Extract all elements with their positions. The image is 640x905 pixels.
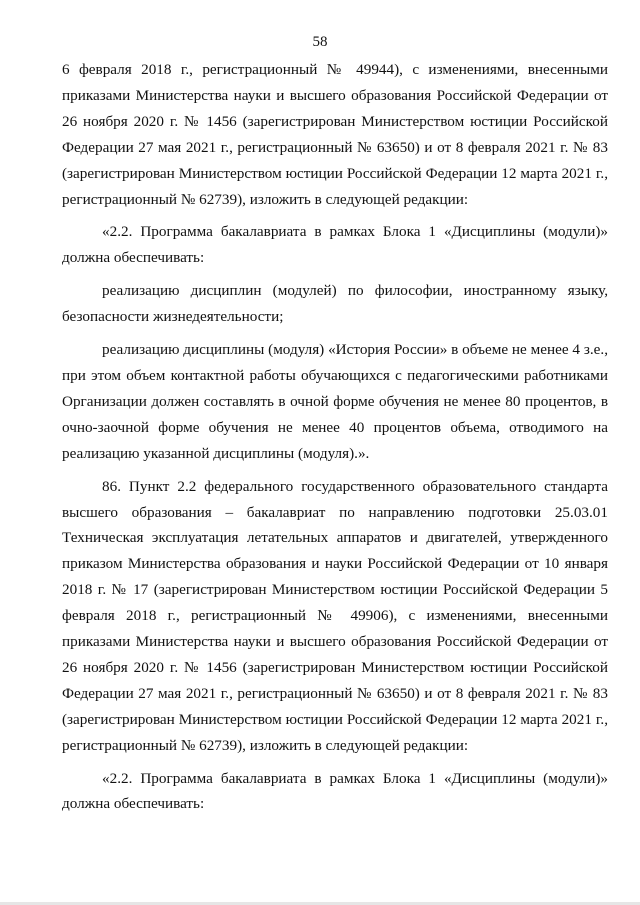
paragraph-history-of-russia: реализацию дисциплины (модуля) «История России» в объеме не менее 4 з.е., при этом объем контактной работы обучающихся с педагогическими работниками Организации должен составлять в очной форме обучения не менее 80 процентов, в очно-заочной форме обучения не менее 40 процентов объема, отводимого на реализацию указанной дисциплины (модуля).».	[62, 341, 608, 462]
paragraph-clause-2-2-repeat: «2.2. Программа бакалавриата в рамках Блока 1 «Дисциплины (модули)» должна обеспечивать:	[62, 769, 608, 813]
page-number: 58	[312, 34, 328, 50]
paragraph-item-86: 86. Пункт 2.2 федерального государственного образовательного стандарта высшего образования – бакалавриат по направлению подготовки 25.03.01 Техническая эксплуатация летательных аппаратов и двигателей, утвержденного приказом Министерства образования и науки Российской Федерации от 10 января 2018 г. № 17 (зарегистрирован Министерством юстиции Российской Федерации 5 февраля 2018 г., регистрационный № 49906), с изменениями, внесенными приказами Министерства науки и высшего образования Российской Федерации от 26 ноября 2020 г. № 1456 (зарегистрирован Министерством юстиции Российской Федерации 27 мая 2021 г., регистрационный № 63650) и от 8 февраля 2021 г. № 83 (зарегистрирован Министерством юстиции Российской Федерации 12 марта 2021 г., регистрационный № 62739), изложить в следующей редакции:	[62, 477, 608, 754]
paragraph-continuation: 6 февраля 2018 г., регистрационный № 49944), с изменениями, внесенными приказами Министерства науки и высшего образования Российской Федерации от 26 ноября 2020 г. № 1456 (зарегистрирован Министерством юстиции Российской Федерации 27 мая 2021 г., регистрационный № 63650) и от 8 февраля 2021 г. № 83 (зарегистрирован Министерством юстиции Российской Федерации 12 марта 2021 г., регистрационный № 62739), изложить в следующей редакции:	[62, 61, 608, 208]
paragraph-clause-2-2: «2.2. Программа бакалавриата в рамках Блока 1 «Дисциплины (модули)» должна обеспечивать:	[62, 223, 608, 267]
document-body	[62, 57, 608, 817]
paragraph-disciplines: реализацию дисциплин (модулей) по философии, иностранному языку, безопасности жизнедеятельности;	[62, 282, 608, 326]
